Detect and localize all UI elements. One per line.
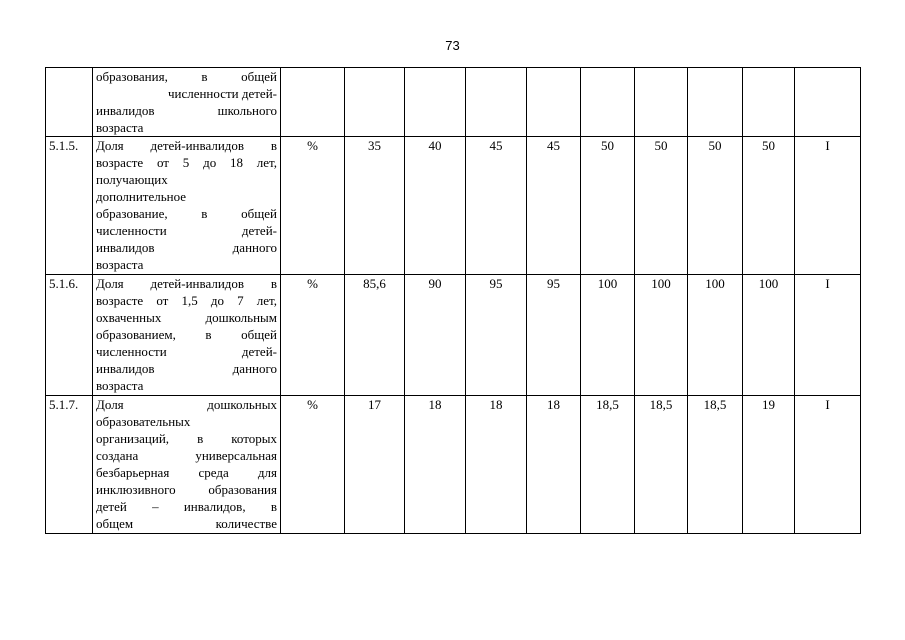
- table-row: [46, 68, 861, 137]
- value-cell: 45: [527, 137, 581, 275]
- indicator-name-line: безбарьерная среда для: [96, 465, 277, 480]
- indicator-name-line: получающих: [96, 172, 168, 187]
- value-cell: 18,5: [688, 396, 743, 534]
- row-number-cell: 5.1.5.: [46, 137, 93, 275]
- row-number-cell: 5.1.7.: [46, 396, 93, 534]
- table-row: [46, 137, 861, 275]
- value-cell: 40: [405, 137, 466, 275]
- indicator-name-line: численности детей-: [167, 86, 277, 101]
- extra-cell: I: [795, 137, 861, 275]
- value-cell: 100: [688, 275, 743, 396]
- indicator-name-line: инвалидов данного: [96, 361, 277, 376]
- value-cell: [527, 68, 581, 137]
- value-cell: 35: [345, 137, 405, 275]
- value-cell: 18: [527, 396, 581, 534]
- indicator-name-cell: [93, 137, 281, 275]
- indicator-name-line: общем количестве: [96, 516, 277, 531]
- row-number-cell: 5.1.6.: [46, 275, 93, 396]
- value-cell: 50: [743, 137, 795, 275]
- value-cell: [405, 68, 466, 137]
- value-cell: [688, 68, 743, 137]
- extra-cell: I: [795, 275, 861, 396]
- indicator-name-line: инклюзивного образования: [96, 482, 277, 497]
- value-cell: [743, 68, 795, 137]
- value-cell: [466, 68, 527, 137]
- indicator-name-line: возраста: [96, 257, 144, 272]
- indicator-name-line: организаций, в которых: [96, 431, 277, 446]
- indicator-name-line: образование, в общей: [96, 206, 277, 221]
- indicator-name-line: инвалидов данного: [96, 240, 277, 255]
- value-cell: 17: [345, 396, 405, 534]
- row-number-cell: [46, 68, 93, 137]
- value-cell: 90: [405, 275, 466, 396]
- indicator-name-line: Доля детей-инвалидов в: [96, 138, 277, 153]
- value-cell: 95: [527, 275, 581, 396]
- value-cell: 18,5: [581, 396, 635, 534]
- extra-cell: [795, 68, 861, 137]
- indicator-name-line: дополнительное: [96, 189, 187, 204]
- value-cell: 85,6: [345, 275, 405, 396]
- indicator-name-line: образовательных: [96, 414, 191, 429]
- indicator-name-line: детей – инвалидов, в: [96, 499, 277, 514]
- indicators-table: [45, 67, 861, 534]
- value-cell: [345, 68, 405, 137]
- value-cell: 50: [581, 137, 635, 275]
- table-row: [46, 275, 861, 396]
- unit-cell: %: [281, 137, 345, 275]
- indicator-name-line: создана универсальная: [96, 448, 277, 463]
- indicator-name-line: Доля детей-инвалидов в: [96, 276, 277, 291]
- value-cell: 50: [688, 137, 743, 275]
- indicator-name-line: образования, в общей: [96, 69, 277, 84]
- indicator-name-cell: [93, 275, 281, 396]
- value-cell: 95: [466, 275, 527, 396]
- indicator-name-line: возраста: [96, 120, 144, 135]
- value-cell: 18: [466, 396, 527, 534]
- unit-cell: [281, 68, 345, 137]
- table-row: [46, 396, 861, 534]
- indicator-name-line: возрасте от 5 до 18 лет,: [96, 155, 277, 170]
- value-cell: 50: [635, 137, 688, 275]
- indicator-name-line: образованием, в общей: [96, 327, 277, 342]
- value-cell: 18: [405, 396, 466, 534]
- value-cell: 100: [635, 275, 688, 396]
- unit-cell: %: [281, 396, 345, 534]
- indicator-name-cell: [93, 396, 281, 534]
- value-cell: [581, 68, 635, 137]
- value-cell: 19: [743, 396, 795, 534]
- value-cell: 100: [581, 275, 635, 396]
- indicator-name-line: возраста: [96, 378, 144, 393]
- indicator-name-line: численности детей-: [96, 223, 277, 238]
- indicator-name-line: Доля дошкольных: [96, 397, 277, 412]
- value-cell: 18,5: [635, 396, 688, 534]
- extra-cell: I: [795, 396, 861, 534]
- value-cell: [635, 68, 688, 137]
- indicator-name-line: инвалидов школьного: [96, 103, 277, 118]
- page-number: 73: [445, 38, 460, 53]
- unit-cell: %: [281, 275, 345, 396]
- indicator-name-line: численности детей-: [96, 344, 277, 359]
- value-cell: 100: [743, 275, 795, 396]
- value-cell: 45: [466, 137, 527, 275]
- indicator-name-line: охваченных дошкольным: [96, 310, 277, 325]
- indicator-name-cell: [93, 68, 281, 137]
- indicator-name-line: возрасте от 1,5 до 7 лет,: [96, 293, 277, 308]
